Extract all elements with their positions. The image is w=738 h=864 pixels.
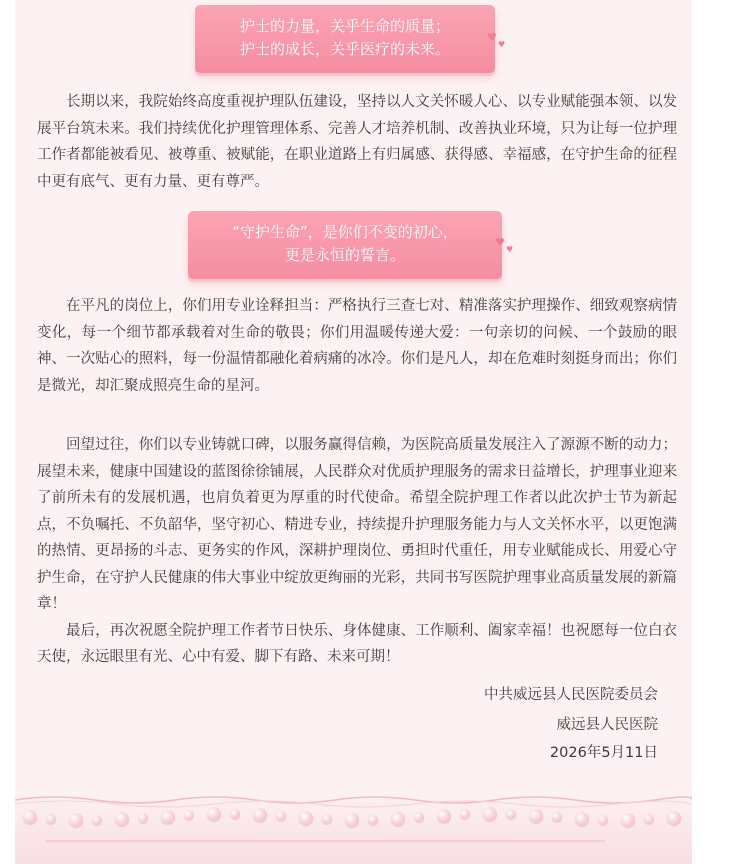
signature-date: 2026年5月11日 bbox=[549, 745, 658, 761]
pearl-bead bbox=[391, 812, 405, 826]
banner-1-line-2: 护士的成长，关乎医疗的未来。 bbox=[239, 40, 450, 58]
heart-icon: ♥ bbox=[506, 245, 514, 254]
banner-2-line-1: “守护生命”，是你们不变的初心， bbox=[232, 223, 458, 241]
pearl-bead bbox=[345, 813, 359, 827]
pearl-bead bbox=[483, 807, 497, 821]
pearl-bead bbox=[276, 811, 286, 821]
pearl-bead bbox=[23, 810, 37, 824]
paragraph-2 bbox=[37, 293, 677, 399]
pearl-bead bbox=[46, 814, 56, 824]
decorative-footer bbox=[15, 790, 692, 864]
pearl-bead bbox=[69, 813, 83, 827]
paragraph-3-4 bbox=[37, 432, 677, 671]
paragraph-1 bbox=[37, 89, 677, 195]
pearl-bead bbox=[529, 809, 543, 823]
pearl-bead bbox=[621, 813, 635, 827]
paragraph-2-text: 在平凡的岗位上，你们用专业诠释担当：严格执行三查七对、精准落实护理操作、细致观察病情变化，每一个细节都承载着对生命的敬畏；你们用温暖传递大爱：一句亲切的问候、一个鼓励的眼神、一次贴心的照料，每一份温情都融化着病痛的冰冷。你们是凡人，却在危难时刻挺身而出；你们是微光，却汇聚成照亮生命的星河。 bbox=[37, 298, 677, 394]
pearl-bead bbox=[230, 809, 240, 819]
paragraph-3-text: 回望过往，你们以专业铸就口碑，以服务赢得信赖，为医院高质量发展注入了源源不断的动力；展望未来，健康中国建设的蓝图徐徐铺展，人民群众对优质护理服务的需求日益增长，护理事业迎来了前所未有的发展机遇，也肩负着更为厚重的时代使命。希望全院护理工作者以此次护士节为新起点，不负嘱托、不负韶华，坚守初心、精进专业，持续提升护理服务能力与人文关怀水平，以更饱满的热情、更昂扬的斗志、更务实的作风，深耕护理岗位、勇担时代重任，用专业赋能成长、用爱心守护生命，在守护人民健康的伟大事业中绽放更绚丽的光彩，共同书写医院护理事业高质量发展的新篇章！ bbox=[37, 437, 677, 612]
pearl-bead bbox=[460, 809, 470, 819]
pearl-bead bbox=[437, 809, 451, 823]
pearl-bead bbox=[138, 813, 148, 823]
pearl-bead bbox=[506, 809, 516, 819]
heart-icon: ♥ bbox=[498, 40, 506, 49]
paragraph-1-text: 长期以来，我院始终高度重视护理队伍建设，坚持以人文关怀暖人心、以专业赋能强本领、以发展平台筑未来。我们持续优化护理管理体系、完善人才培养机制、改善执业环境，只为让每一位护理工作者都能被看见、被尊重、被赋能，在职业道路上有归属感、获得感、幸福感，在守护生命的征程中更有底气、更有力量、更有尊严。 bbox=[37, 94, 677, 190]
pearl-bead bbox=[299, 811, 313, 825]
pearl-bead bbox=[184, 810, 194, 820]
pearl-bead bbox=[552, 812, 562, 822]
footer-divider bbox=[45, 840, 605, 842]
quote-banner-1 bbox=[195, 5, 495, 73]
pearl-bead bbox=[575, 812, 589, 826]
signature-org-2: 威远县人民医院 bbox=[556, 717, 658, 733]
quote-banner-2 bbox=[188, 211, 502, 279]
heart-icon: ♥ bbox=[495, 236, 505, 249]
signature-org-1: 中共威远县人民医院委员会 bbox=[484, 687, 658, 703]
pearl-bead bbox=[644, 814, 654, 824]
pearl-bead bbox=[161, 810, 175, 824]
pearl-bead bbox=[322, 814, 332, 824]
pearl-bead bbox=[253, 808, 267, 822]
pearl-bead bbox=[667, 811, 681, 825]
banner-2-line-2: 更是永恒的誓言。 bbox=[284, 246, 405, 264]
pearl-bead bbox=[92, 815, 102, 825]
banner-1-line-1: 护士的力量，关乎生命的质量； bbox=[239, 17, 450, 35]
wavy-border bbox=[15, 794, 692, 808]
paragraph-4-text: 最后，再次祝愿全院护理工作者节日快乐、身体健康、工作顺利、阖家幸福！也祝愿每一位白衣天使，永远眼里有光、心中有爱、脚下有路、未来可期！ bbox=[37, 622, 677, 665]
heart-icon: ♥ bbox=[487, 31, 497, 44]
pearl-bead bbox=[368, 815, 378, 825]
pearl-bead bbox=[414, 812, 424, 822]
pearl-bead bbox=[207, 807, 221, 821]
pearl-bead bbox=[115, 812, 129, 826]
pearl-string bbox=[15, 808, 692, 828]
pearl-bead bbox=[598, 815, 608, 825]
